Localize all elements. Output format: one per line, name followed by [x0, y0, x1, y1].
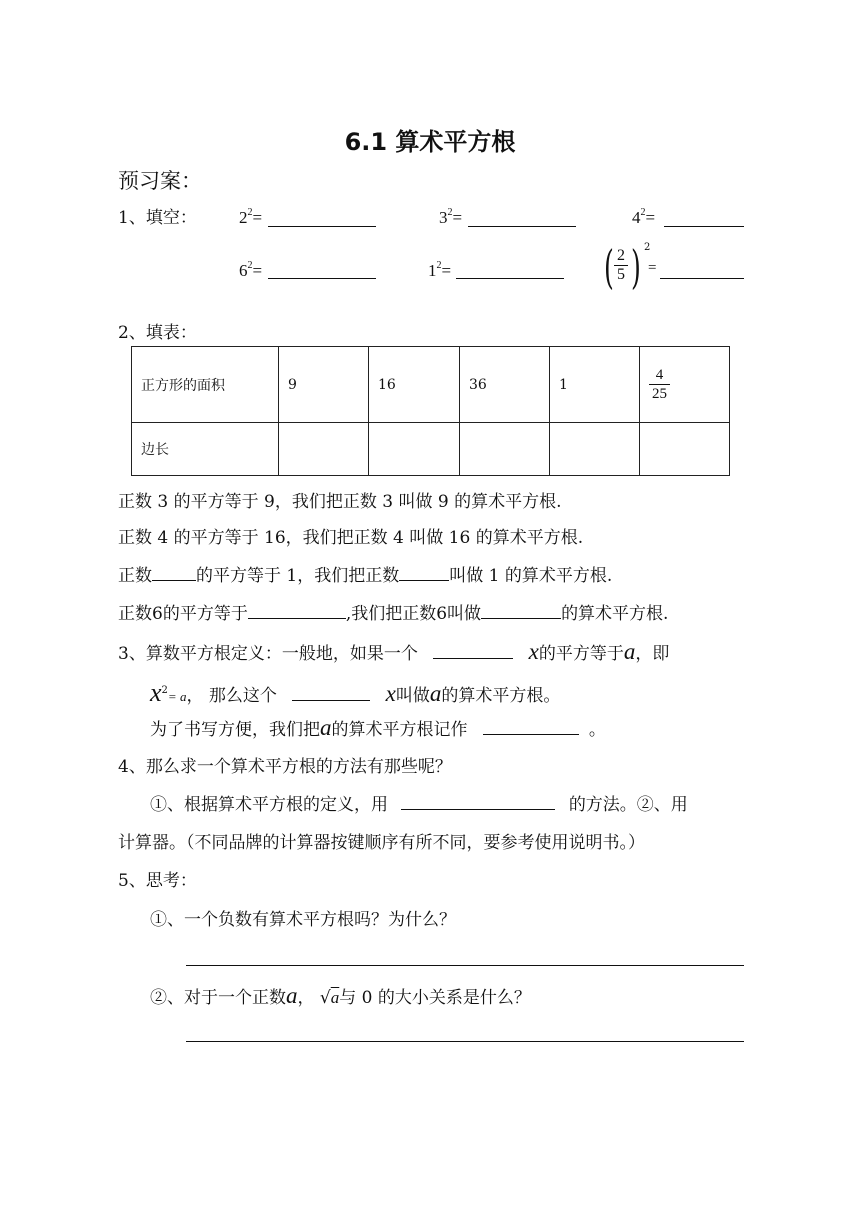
side-cell[interactable]: [279, 423, 369, 476]
q1-item-5: $1^2=$: [428, 260, 452, 280]
q1-blank-4[interactable]: [268, 278, 376, 279]
q4-blank[interactable]: [401, 809, 555, 810]
q4-line-1: ①、根据算术平方根的定义，用 的方法。②、用: [150, 795, 688, 815]
q2-label: 2、填表：: [118, 323, 197, 343]
row-header-side: 边长: [132, 423, 279, 476]
q1-item-3: $4^2=$: [632, 207, 656, 227]
square-table: [131, 346, 730, 476]
page-title: 6.1 算术平方根: [344, 128, 516, 156]
q1-blank-2[interactable]: [468, 226, 576, 227]
q1-item-4: $6^2=$: [239, 260, 263, 280]
sqrt-symbol: √: [319, 988, 331, 1008]
q5-answer-line-2[interactable]: [186, 1041, 744, 1042]
q3-line-2: $x^2= a$， 那么这个 x叫做a的算术平方根。: [150, 678, 561, 707]
text-line-3: 正数 的平方等于 1，我们把正数 叫做 1 的算术平方根.: [118, 566, 613, 586]
side-cell[interactable]: [550, 423, 640, 476]
q1-label: 1、填空：: [118, 208, 197, 228]
q1-blank-6[interactable]: [660, 278, 744, 279]
q3-blank-3[interactable]: [483, 734, 579, 735]
section-title: 预习案：: [118, 169, 202, 193]
text-line-1: 正数 3 的平方等于 9，我们把正数 3 叫做 9 的算术平方根.: [118, 492, 562, 512]
q5-sub-2: ②、对于一个正数a， √a与 0 的大小关系是什么？: [150, 983, 531, 1008]
q1-blank-1[interactable]: [268, 226, 376, 227]
text-line-2: 正数 4 的平方等于 16，我们把正数 4 叫做 16 的算术平方根.: [118, 528, 584, 548]
area-cell: 36: [460, 347, 550, 423]
side-cell[interactable]: [369, 423, 460, 476]
q3-line-3: 为了书写方便，我们把a的算术平方根记作 。: [150, 715, 606, 740]
row-header-area: 正方形的面积: [132, 347, 279, 423]
q1-item-2: $3^2=$: [439, 207, 463, 227]
q3-line-1: 3、算数平方根定义：一般地，如果一个 x的平方等于a，即: [118, 639, 670, 664]
q1-blank-5[interactable]: [456, 278, 564, 279]
blank-l4-1[interactable]: [248, 618, 346, 619]
area-cell: 1: [550, 347, 640, 423]
q5-title: 5、思考：: [118, 871, 197, 891]
blank-l4-2[interactable]: [481, 618, 561, 619]
table-row-area: [132, 347, 730, 423]
table-row-side: [132, 423, 730, 476]
side-cell[interactable]: [640, 423, 730, 476]
text-line-4: 正数6的平方等于 ,我们把正数6叫做 的算术平方根.: [118, 604, 669, 624]
q1-item-1: $2^2=$: [239, 207, 263, 227]
blank-l3-2[interactable]: [399, 580, 449, 581]
q3-blank-2[interactable]: [292, 700, 370, 701]
q4-line-2: 计算器。（不同品牌的计算器按键顺序有所不同，要参考使用说明书。）: [118, 833, 645, 853]
q5-answer-line-1[interactable]: [186, 965, 744, 966]
blank-l3-1[interactable]: [152, 580, 196, 581]
area-cell: 9: [279, 347, 369, 423]
q3-blank-1[interactable]: [433, 658, 513, 659]
side-cell[interactable]: [460, 423, 550, 476]
area-cell-fraction: $\frac{4}{25}$: [640, 347, 730, 423]
q5-sub-1: ①、一个负数有算术平方根吗？为什么？: [150, 910, 456, 930]
area-cell: 16: [369, 347, 460, 423]
q1-blank-3[interactable]: [664, 226, 744, 227]
q4-title: 4、那么求一个算术平方根的方法有那些呢？: [118, 757, 452, 777]
